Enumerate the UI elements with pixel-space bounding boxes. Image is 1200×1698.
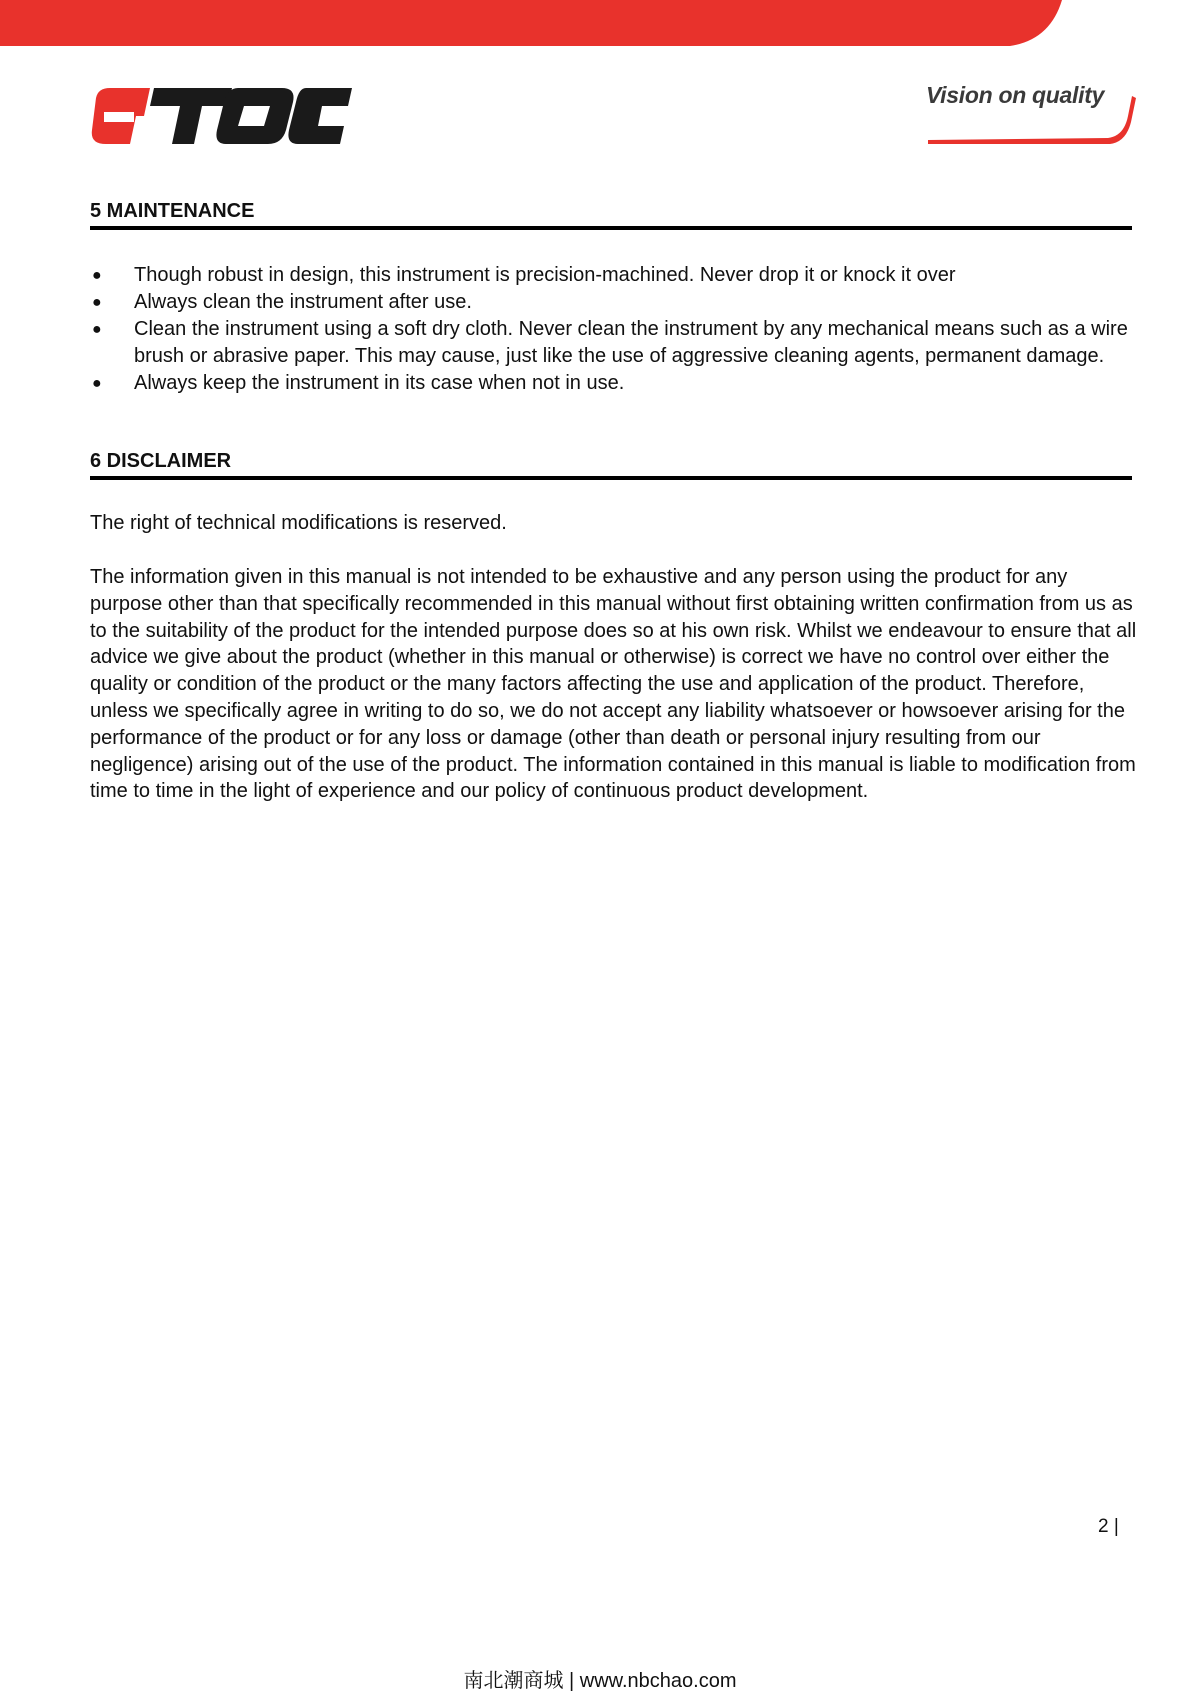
list-item <box>90 370 1132 397</box>
bullet-text: Always clean the instrument after use. <box>134 291 472 313</box>
list-item <box>90 316 1132 370</box>
tagline-text: Vision on quality <box>926 82 1105 108</box>
disclaimer-heading: 6 DISCLAIMER <box>90 448 1132 480</box>
bullet-icon: ● <box>92 321 102 338</box>
header-red-band <box>0 0 1200 60</box>
bullet-icon: ● <box>92 267 102 284</box>
tagline-swoosh <box>918 76 1136 148</box>
page-number: 2 | <box>1098 1516 1119 1537</box>
bullet-text: Clean the instrument using a soft dry cloth. Never clean the instrument by any mechanical means such as a wire brush or abrasive paper. This may cause, just like the use of aggressive cleaning agents, permanent damage. <box>134 318 1128 367</box>
disclaimer-paragraph-2: The information given in this manual is not intended to be exhaustive and any person using the product for any purpose other than that specifically recommended in this manual without first obtaining written confirmation from us as to the suitability of the product for the intended purpose does so at his own risk. Whilst we endeavour to ensure that all advice we give about the product (whether in this manual or otherwise) is correct we have no control over either the quality or condition of the product or the many factors affecting the use and application of the product. Therefore, unless we specifically agree in writing to do so, we do not accept any liability whatsoever or howsoever arising for the performance of the product or for any loss or damage (other than death or personal injury resulting from our negligence) arising out of the use of the product. The information contained in this manual is liable to modification from time to time in the light of experience and our policy of continuous product development. <box>90 566 1137 803</box>
bullet-text: Though robust in design, this instrument is precision-machined. Never drop it or knock it over <box>134 264 956 286</box>
tqc-logo <box>86 80 356 152</box>
maintenance-heading: 5 MAINTENANCE <box>90 198 1132 230</box>
maintenance-bullet-list <box>90 262 1132 397</box>
list-item <box>90 262 1132 289</box>
bullet-text: Always keep the instrument in its case when not in use. <box>134 372 625 394</box>
bullet-icon: ● <box>92 294 102 311</box>
bullet-icon: ● <box>92 375 102 392</box>
disclaimer-paragraph-1: The right of technical modifications is reserved. <box>90 512 507 534</box>
footer-site-link[interactable]: 南北潮商城 | www.nbchao.com <box>463 1670 737 1692</box>
list-item <box>90 289 1132 316</box>
tagline-logo <box>918 76 1136 148</box>
